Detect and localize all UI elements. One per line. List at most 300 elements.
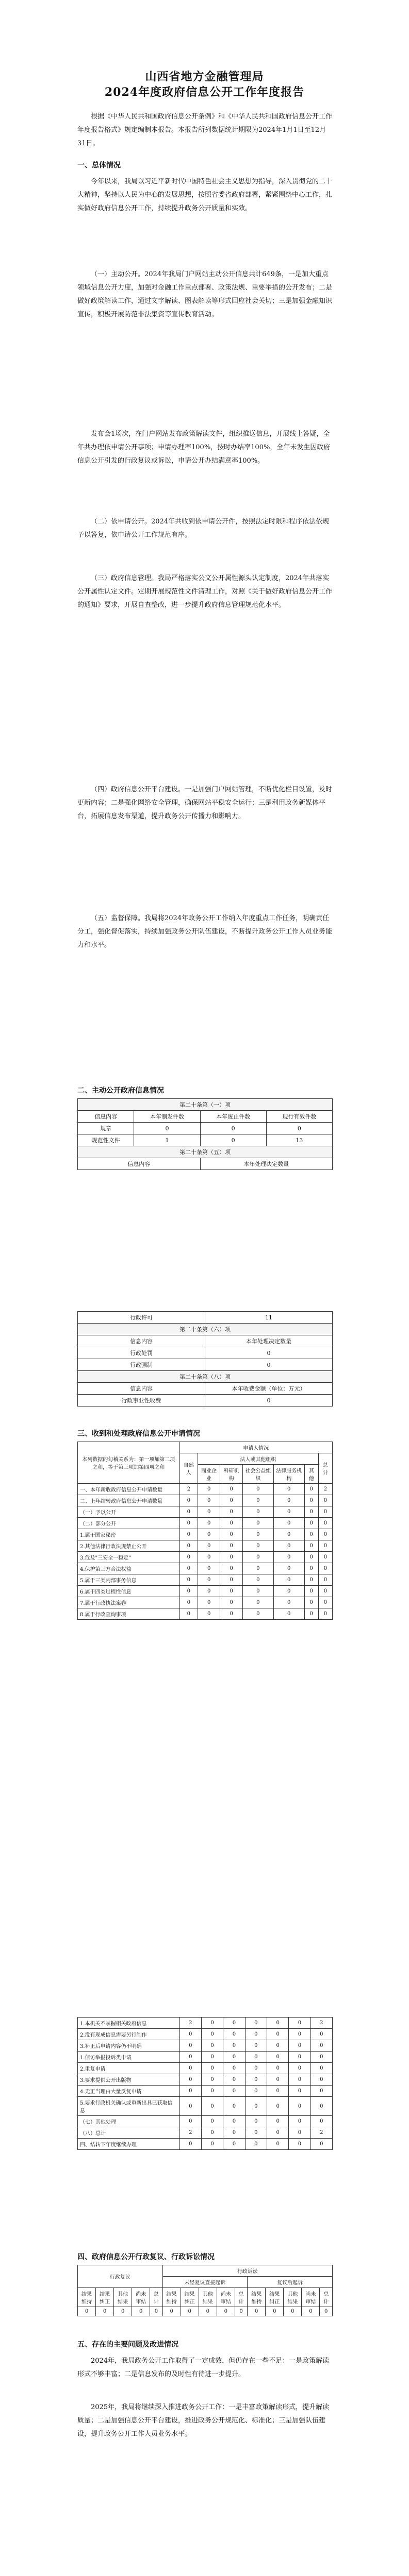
table-cell: 0 [320, 2307, 333, 2316]
table-cell: 0 [289, 2052, 310, 2063]
table-cell: （一）予以公开 [78, 1506, 180, 1518]
table-cell: 0 [223, 2018, 245, 2029]
table-cell: 0 [242, 1495, 273, 1506]
table-caption: 第二十条第（八）项 [78, 1371, 333, 1383]
table-cell: 0 [304, 1529, 318, 1540]
table-cell: 0 [318, 1552, 332, 1563]
table-cell: 0 [223, 2052, 245, 2063]
table-header: 现行有效件数 [266, 1111, 332, 1123]
table-header: 信息内容 [78, 1383, 205, 1395]
page-break-gap [0, 1814, 409, 2004]
table-cell: 0 [304, 1552, 318, 1563]
table-cell: 0 [310, 2063, 332, 2074]
table-cell: 0 [201, 2018, 223, 2029]
table-cell: 4.保护第三方合法权益 [78, 1563, 180, 1574]
table-cell: 0 [289, 2127, 310, 2139]
table-cell: 0 [198, 1597, 220, 1608]
table-cell: 0 [198, 1518, 220, 1529]
table-cell: 3.补正后申请内容仍不明确 [78, 2040, 180, 2052]
table-header: 行政诉讼 [162, 2265, 332, 2277]
table-header: 法律服务机构 [273, 1465, 304, 1484]
table-cell: 0 [245, 2116, 267, 2127]
table-applications-continued [77, 2017, 333, 2150]
table-cell: 0 [289, 2040, 310, 2052]
table-header: 科研机构 [220, 1465, 243, 1484]
table-header: 其他结果 [114, 2288, 132, 2307]
table-cell: 0 [304, 1518, 318, 1529]
table-row [78, 1484, 333, 1495]
table-cell: 0 [223, 2074, 245, 2086]
table-header: 未经复议直接起诉 [162, 2277, 248, 2288]
table-cell: 0 [310, 2029, 332, 2040]
table-cell: 0 [267, 2139, 288, 2150]
table-cell: 0 [198, 1540, 220, 1552]
table-cell: 0 [273, 1518, 304, 1529]
table-cell: 0 [242, 1574, 273, 1586]
table-cell: 行政许可 [78, 1312, 205, 1324]
table-cell: 0 [134, 1123, 200, 1134]
table-cell: 0 [242, 1529, 273, 1540]
table-cell: 0 [248, 2307, 266, 2316]
table-header: 结果维持 [162, 2288, 181, 2307]
table-cell: 0 [205, 1347, 333, 1359]
table-header: 总计 [320, 2288, 333, 2307]
table-cell: 0 [201, 2040, 223, 2052]
table-cell: 0 [273, 1506, 304, 1518]
table-cell: 0 [242, 1586, 273, 1597]
section4-heading: 四、政府信息公开行政复议、行政诉讼情况 [77, 2253, 215, 2261]
table-cell: 0 [179, 2116, 201, 2127]
table-cell: 0 [179, 1552, 198, 1563]
table-cell: 0 [179, 1495, 198, 1506]
table-cell: 0 [273, 1597, 304, 1608]
table-row [78, 2307, 333, 2316]
table-row [78, 2086, 333, 2097]
table-cell: 13 [266, 1134, 332, 1146]
table-row [78, 1359, 333, 1371]
table-cell: 0 [242, 1540, 273, 1552]
table-cell: 0 [266, 2307, 284, 2316]
table-cell: 0 [245, 2074, 267, 2086]
table-row [78, 1563, 333, 1574]
table-cell: 0 [304, 1563, 318, 1574]
table-cell: 0 [179, 1563, 198, 1574]
table-row [78, 1123, 333, 1134]
table-cell: 0 [220, 1552, 243, 1563]
table-cell: 0 [198, 1495, 220, 1506]
section1-para3: 发布会1场次，在门户网站发布政策解读文件，组织推送信息，开展线上答疑，全年共办理依申请公开事项；申请办理率100%，按时办结率100%，全年未发生因政府信息公开引发的行政复议或诉讼，申请公开办结满意率100%。 [77, 430, 331, 465]
table-cell: 0 [304, 1506, 318, 1518]
table-cell: 2.没有现成信息需要另行制作 [78, 2029, 180, 2040]
table-cell: 0 [273, 1563, 304, 1574]
table-header: 商业企业 [198, 1465, 220, 1484]
report-title-line1: 山西省地方金融管理局 [145, 70, 264, 83]
table-row [78, 2116, 333, 2127]
table-caption: 第二十条第（五）项 [78, 1146, 333, 1158]
table-cell: 0 [223, 2116, 245, 2127]
table-cell: 0 [242, 1506, 273, 1518]
table-cell: 0 [198, 1529, 220, 1540]
table-cell: 0 [198, 1563, 220, 1574]
table-cell: 0 [132, 2307, 150, 2316]
table-cell: 0 [310, 2116, 332, 2127]
table-header: 本年处理决定数量 [205, 1335, 333, 1347]
table-cell: 0 [179, 2097, 201, 2116]
table-cell: 0 [310, 2040, 332, 2052]
table-cell: 0 [273, 1529, 304, 1540]
table-header: 其他结果 [284, 2288, 302, 2307]
table-cell: 0 [273, 1484, 304, 1495]
table-cell: 0 [310, 2074, 332, 2086]
table-cell: 1.本机关不掌握相关政府信息 [78, 2018, 180, 2029]
table-cell: 0 [223, 2086, 245, 2097]
table-header: 结果纠正 [96, 2288, 114, 2307]
table-cell: 0 [266, 1123, 332, 1134]
table-cell: 二、上年结转政府信息公开申请数量 [78, 1495, 180, 1506]
table-cell: 行政强制 [78, 1359, 205, 1371]
table-cell: 0 [273, 1608, 304, 1620]
section2-heading: 二、主动公开政府信息情况 [77, 1087, 164, 1095]
table-cell: 0 [318, 1506, 332, 1518]
table-cell: 0 [273, 1586, 304, 1597]
table-cell: 0 [114, 2307, 132, 2316]
table-cell: 0 [220, 1608, 243, 1620]
table-cell: 3.危及"三安全一稳定" [78, 1552, 180, 1563]
table-cell: 0 [223, 2127, 245, 2139]
table-cell: 0 [201, 2116, 223, 2127]
table-cell: 0 [179, 2029, 201, 2040]
table-header: 结果纠正 [181, 2288, 199, 2307]
table-cell: 0 [179, 1586, 198, 1597]
table-header: 结果纠正 [266, 2288, 284, 2307]
section1-para1: 今年以来，我局以习近平新时代中国特色社会主义思想为指导，深入贯彻党的二十大精神，坚持以人民为中心的发展思想，按照省委省政府部署，紧紧围绕中心工作，扎实做好政府信息公开工作，持续提升政务公开质量和实效。 [77, 178, 333, 212]
table-cell: 0 [245, 2040, 267, 2052]
table-review-litigation [77, 2265, 333, 2316]
table-cell: 0 [220, 1495, 243, 1506]
table-cell: 0 [179, 2040, 201, 2052]
table-row [78, 2029, 333, 2040]
table-caption: 第二十条第（六）项 [78, 1324, 333, 1335]
table-cell: 0 [179, 2139, 201, 2150]
table-row [78, 1586, 333, 1597]
table-cell: 2.重复申请 [78, 2063, 180, 2074]
table-cell: 3.要求提供公开出版物 [78, 2074, 180, 2086]
table-cell: 0 [267, 2097, 288, 2116]
table-cell: 0 [201, 2127, 223, 2139]
table-cell: 0 [310, 2097, 332, 2116]
table-cell: 0 [220, 1597, 243, 1608]
table-cell: 0 [245, 2029, 267, 2040]
table-header: 复议后起诉 [248, 2277, 333, 2288]
table-header: 其他 [304, 1465, 318, 1484]
table-cell: 0 [318, 1495, 332, 1506]
table-header: 总计 [318, 1453, 332, 1484]
page-break-gap [0, 371, 409, 422]
table-header: 社会公益组织 [242, 1465, 273, 1484]
table-cell: 0 [267, 2018, 288, 2029]
table-cell: 0 [289, 2139, 310, 2150]
table-cell: 0 [318, 1608, 332, 1620]
table-row [78, 1312, 333, 1324]
table-row [78, 2097, 333, 2116]
table-row [78, 1608, 333, 1620]
table-cell: 0 [179, 1518, 198, 1529]
table-cell: 0 [304, 1597, 318, 1608]
table-cell: 0 [179, 1529, 198, 1540]
table-header: 信息内容 [78, 1111, 134, 1123]
table-header: 尚未审结 [217, 2288, 235, 2307]
table-cell: 0 [201, 2063, 223, 2074]
intro-paragraph: 根据《中华人民共和国政府信息公开条例》和《中华人民共和国政府信息公开工作年度报告格式》规定编制本报告。本报告所列数据统计期限为2024年1月1日至12月31日。 [77, 113, 333, 147]
page-break-gap [0, 2473, 409, 2576]
table-cell: 0 [201, 2086, 223, 2097]
table-cell: 0 [201, 2139, 223, 2150]
table-cell: 0 [289, 2097, 310, 2116]
table-cell: 0 [310, 2052, 332, 2063]
table-cell: 0 [310, 2086, 332, 2097]
table-cell: 0 [220, 1574, 243, 1586]
table-cell: 0 [198, 1608, 220, 1620]
table-cell: 0 [318, 1529, 332, 1540]
table-row [78, 2018, 333, 2029]
table-cell: 1.属于国家秘密 [78, 1529, 180, 1540]
table-cell: 0 [220, 1529, 243, 1540]
table-cell: 5.属于三类内部事务信息 [78, 1574, 180, 1586]
table-cell: 0 [310, 2139, 332, 2150]
table-header: 信息内容 [78, 1158, 201, 1170]
table-cell: 0 [318, 1518, 332, 1529]
table-cell: 0 [304, 1574, 318, 1586]
table-cell: 0 [289, 2018, 310, 2029]
table-row [78, 2040, 333, 2052]
table-cell: 0 [304, 1608, 318, 1620]
table-cell: 7.属于行政执法案卷 [78, 1597, 180, 1608]
table-cell: 0 [220, 1518, 243, 1529]
report-title-line2: 2024年度政府信息公开工作年度报告 [104, 86, 305, 99]
table-caption: 第二十条第（一）项 [78, 1099, 333, 1111]
table-header: 本年收费金额（单位：万元） [205, 1383, 333, 1395]
table-cell: 0 [179, 2052, 201, 2063]
section5-para2: 2025年，我局将继续深入推进政务公开工作：一是丰富政策解读形式，提升解读质量；二是加强信息公开平台建设，推进政务公开规范化、标准化；三是加强队伍建设，提升政务公开工作人员业务水平。 [77, 2403, 330, 2438]
table-cell: 0 [302, 2307, 320, 2316]
table-row [78, 1597, 333, 1608]
table-cell: 0 [318, 1563, 332, 1574]
table-row [78, 2139, 333, 2150]
table-regulations [77, 1098, 333, 1170]
table-row [78, 1134, 333, 1146]
table-header: 申请人情况 [179, 1442, 332, 1453]
table-cell: 0 [245, 2139, 267, 2150]
table-cell: 0 [198, 1506, 220, 1518]
table-cell: 0 [220, 1540, 243, 1552]
section1-heading: 一、总体情况 [77, 161, 121, 170]
table-cell: 2.其他法律行政法规禁止公开 [78, 1540, 180, 1552]
table-cell: 0 [273, 1540, 304, 1552]
table-header: 总计 [150, 2288, 162, 2307]
table-cell: 0 [267, 2052, 288, 2063]
table-applications [77, 1442, 333, 1620]
table-row [78, 1347, 333, 1359]
table-row [78, 1574, 333, 1586]
table-header: 信息内容 [78, 1335, 205, 1347]
table-header: 行政复议 [78, 2265, 163, 2288]
table-header: 自然人 [179, 1453, 198, 1484]
table-cell: 0 [318, 1574, 332, 1586]
table-cell: 4.无正当理由大量反复申请 [78, 2086, 180, 2097]
table-row [78, 1395, 333, 1406]
table-cell: 0 [198, 1586, 220, 1597]
table-cell: 0 [318, 1586, 332, 1597]
table-cell: 0 [200, 1123, 266, 1134]
table-cell: 0 [205, 1395, 333, 1406]
table-cell: 0 [284, 2307, 302, 2316]
table-cell: 5.要求行政机关确认或重新出具已获取信息 [78, 2097, 180, 2116]
table-cell: 0 [318, 1597, 332, 1608]
table-cell: 0 [201, 2074, 223, 2086]
section5-heading: 五、存在的主要问题及改进情况 [77, 2341, 178, 2349]
table-cell: 0 [181, 2307, 199, 2316]
section1-para2: （一）主动公开。2024年我局门户网站主动公开信息共计649条，一是加大重点领域信息公开力度，加强对金融工作重点部署、政策法规、重要举措的公开发布；二是做好政策解读工作，通过文字解读、图表解读等形式回应社会关切；三是加强金融知识宣传，积极开展防范非法集资等宣传教育活动。 [77, 270, 333, 318]
table-cell: 8.属于行政查询事项 [78, 1608, 180, 1620]
table-cell: 0 [289, 2116, 310, 2127]
table-cell: 0 [150, 2307, 162, 2316]
table-cell: 0 [179, 1540, 198, 1552]
table-header: 本列数据的勾稽关系为：第一项加第二项之和，等于第三项加第四项之和 [78, 1442, 180, 1484]
table-row [78, 1506, 333, 1518]
section5-para1: 2024年，我局政务公开工作取得了一定成效，但仍存在一些不足：一是政策解读形式不够丰富；二是信息发布的及时性有待进一步提升。 [77, 2357, 330, 2378]
table-cell: 行政处罚 [78, 1347, 205, 1359]
table-header: 结果维持 [248, 2288, 266, 2307]
section3-heading: 三、收到和处理政府信息公开申请情况 [77, 1430, 200, 1438]
section1-para6: （四）政府信息公开平台建设。一是加强门户网站管理，不断优化栏目设置，及时更新内容；二是强化网络安全管理，确保网站平稳安全运行；三是利用政务新媒体平台，拓展信息发布渠道，提升政务公开传播力和影响力。 [77, 786, 333, 820]
table-header: 其他结果 [199, 2288, 217, 2307]
table-header: 尚未审结 [132, 2288, 150, 2307]
table-cell: 0 [179, 2086, 201, 2097]
table-cell: 0 [304, 1540, 318, 1552]
table-cell: 0 [245, 2052, 267, 2063]
table-cell: 0 [273, 1552, 304, 1563]
table-row [78, 1518, 333, 1529]
table-cell: 一、本年新收政府信息公开申请数量 [78, 1484, 180, 1495]
table-cell: （二）部分公开 [78, 1518, 180, 1529]
table-cell: 0 [267, 2074, 288, 2086]
page-break-gap [0, 1185, 409, 1298]
table-row [78, 1540, 333, 1552]
table-row [78, 2074, 333, 2086]
table-cell: 0 [267, 2040, 288, 2052]
table-admin-actions [77, 1311, 333, 1406]
table-cell: 0 [179, 1574, 198, 1586]
table-cell: 0 [179, 1608, 198, 1620]
table-header: 本年处理决定数量 [200, 1158, 332, 1170]
table-cell: 1 [134, 1134, 200, 1146]
table-cell: 0 [220, 1563, 243, 1574]
table-cell: 0 [245, 2097, 267, 2116]
table-header: 结果维持 [78, 2288, 96, 2307]
table-row [78, 2127, 333, 2139]
table-cell: 0 [162, 2307, 181, 2316]
table-cell: 0 [78, 2307, 96, 2316]
table-cell: 0 [242, 1563, 273, 1574]
table-cell: 0 [273, 1574, 304, 1586]
table-cell: 0 [223, 2097, 245, 2116]
table-cell: 0 [179, 2074, 201, 2086]
table-row [78, 1495, 333, 1506]
table-cell: 0 [267, 2127, 288, 2139]
table-cell: 0 [205, 1359, 333, 1371]
table-header: 总计 [235, 2288, 247, 2307]
table-cell: 0 [179, 2063, 201, 2074]
table-cell: 0 [242, 1552, 273, 1563]
table-cell: 0 [223, 2139, 245, 2150]
table-cell: 0 [242, 1608, 273, 1620]
section1-para7: （五）监督保障。我局将2024年政务公开工作纳入年度重点工作任务，明确责任分工，强化督促落实，持续加强政务公开队伍建设，不断提升政务公开工作人员业务能力和水平。 [77, 914, 333, 949]
table-header: 法人或其他组织 [198, 1453, 318, 1465]
table-cell: 规章 [78, 1123, 134, 1134]
table-cell: 0 [201, 2097, 223, 2116]
table-cell: 11 [205, 1312, 333, 1324]
table-cell: 2 [179, 2018, 201, 2029]
table-row [78, 2063, 333, 2074]
table-cell: 0 [179, 1597, 198, 1608]
table-cell: 2 [310, 2018, 332, 2029]
table-cell: 0 [267, 2116, 288, 2127]
table-cell: 0 [242, 1597, 273, 1608]
table-cell: 0 [267, 2063, 288, 2074]
table-cell: 0 [199, 2307, 217, 2316]
table-cell: 四、结转下年度继续办理 [78, 2139, 180, 2150]
table-cell: 0 [223, 2063, 245, 2074]
table-cell: 0 [201, 2052, 223, 2063]
table-cell: （八）总计 [78, 2127, 180, 2139]
table-row [78, 2052, 333, 2063]
table-cell: 2 [179, 1484, 198, 1495]
table-cell: 0 [304, 1484, 318, 1495]
table-cell: 0 [289, 2074, 310, 2086]
table-cell: 0 [245, 2127, 267, 2139]
section1-para4: （二）依申请公开。2024年共收到依申请公开件，按照法定时限和程序依法依规予以答复，依申请公开工作规范有序。 [77, 518, 330, 539]
table-cell: 规范性文件 [78, 1134, 134, 1146]
table-cell: 0 [198, 1574, 220, 1586]
table-cell: 1.信访举报投诉类申请 [78, 2052, 180, 2063]
table-header: 本年制发件数 [134, 1111, 200, 1123]
table-cell: 0 [245, 2018, 267, 2029]
table-cell: 0 [223, 2040, 245, 2052]
table-cell: 0 [289, 2029, 310, 2040]
table-header: 本年废止件数 [200, 1111, 266, 1123]
table-cell: 0 [223, 2029, 245, 2040]
table-cell: 2 [179, 2127, 201, 2139]
table-cell: 0 [201, 2029, 223, 2040]
table-header: 尚未审结 [302, 2288, 320, 2307]
table-cell: 0 [200, 1134, 266, 1146]
table-row [78, 1529, 333, 1540]
table-cell: （七）其他处理 [78, 2116, 180, 2127]
table-row [78, 1552, 333, 1563]
table-cell: 0 [179, 1506, 198, 1518]
table-cell: 0 [242, 1484, 273, 1495]
table-cell: 0 [304, 1586, 318, 1597]
section1-para5: （三）政府信息管理。我局严格落实公文公开属性源头认定制度，2024年共落实公开属性认定文件。定期开展规范性文件清理工作，对照《关于做好政府信息公开工作的通知》要求，开展自查整改，进一步提升政府信息管理规范化水平。 [77, 574, 333, 609]
table-cell: 0 [220, 1506, 243, 1518]
table-cell: 2 [310, 2127, 332, 2139]
table-cell: 0 [267, 2029, 288, 2040]
table-cell: 0 [289, 2086, 310, 2097]
table-cell: 2 [318, 1484, 332, 1495]
table-cell: 0 [245, 2063, 267, 2074]
table-cell: 0 [235, 2307, 247, 2316]
table-cell: 0 [245, 2086, 267, 2097]
